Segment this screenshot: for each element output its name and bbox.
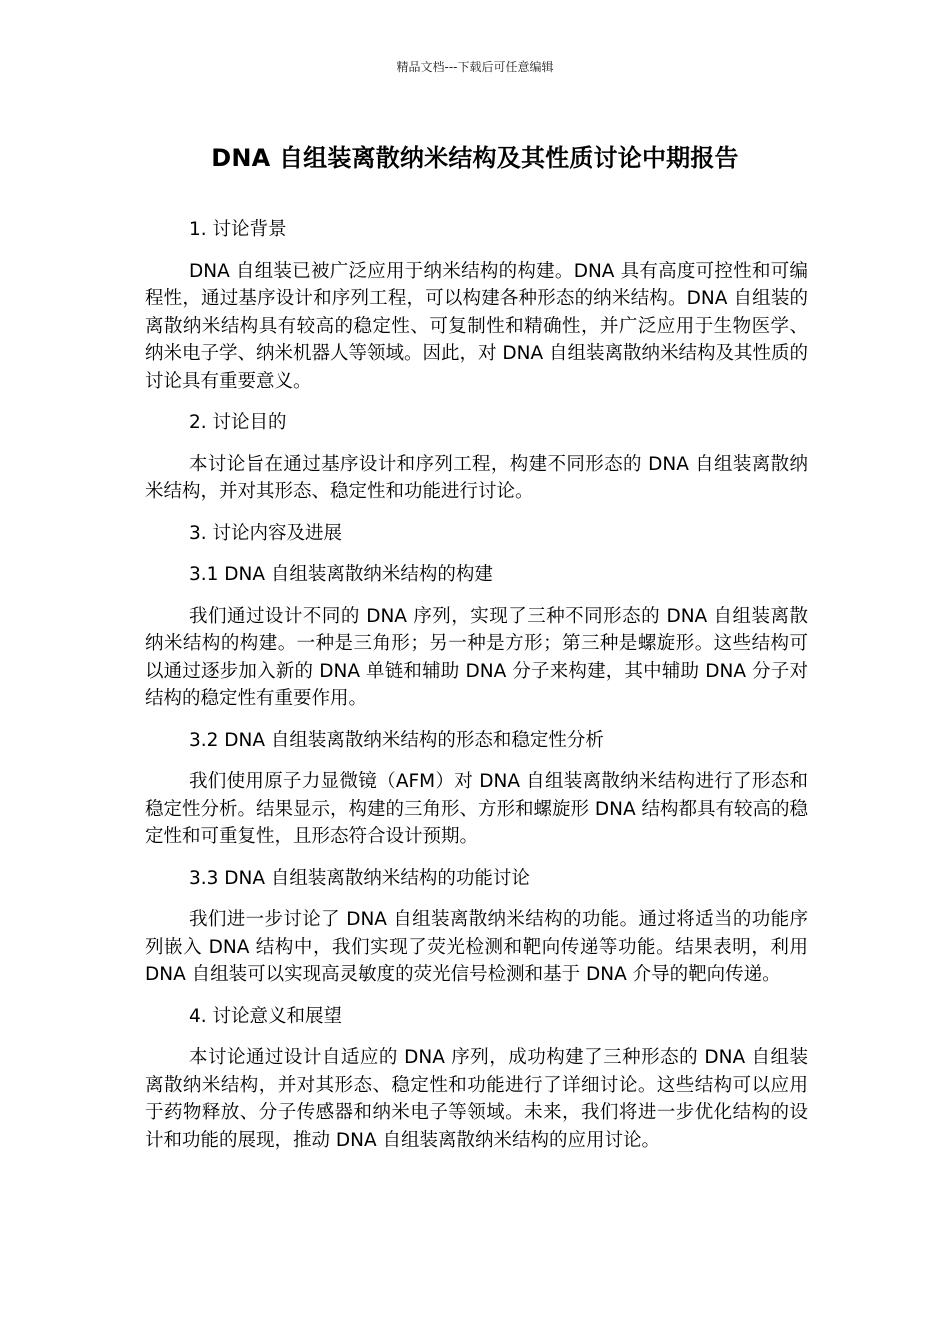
paragraph-background: DNA 自组装已被广泛应用于纳米结构的构建。DNA 具有高度可控性和可编程性，通过基序设计和序列工程，可以构建各种形态的纳米结构。DNA 自组装的离散纳米结构具有较高的稳定性、可复制性和精确性，并广泛应用于生物医学、纳米电子学、纳米机器人等领域。因此，对 DNA 自组装离散纳米结构及其性质的讨论具有重要意义。 <box>145 260 809 392</box>
subsection-heading-construction: 3.1 DNA 自组装离散纳米结构的构建 <box>189 564 493 585</box>
paragraph-purpose: 本讨论旨在通过基序设计和序列工程，构建不同形态的 DNA 自组装离散纳米结构，并对其形态、稳定性和功能进行讨论。 <box>145 453 808 502</box>
subsection-heading-function: 3.3 DNA 自组装离散纳米结构的功能讨论 <box>189 867 530 889</box>
paragraph-morphology: 我们使用原子力显微镜（AFM）对 DNA 自组装离散纳米结构进行了形态和稳定性分析。结果显示，构建的三角形、方形和螺旋形 DNA 结构都具有较高的稳定性和可重复性，且形态符合设计预期。 <box>145 771 809 847</box>
document-body <box>145 216 808 1168</box>
document-title: DNA 自组装离散纳米结构及其性质讨论中期报告 <box>211 144 739 172</box>
paragraph-function: 我们进一步讨论了 DNA 自组装离散纳米结构的功能。通过将适当的功能序列嵌入 DNA 结构中，我们实现了荧光检测和靶向传递等功能。结果表明，利用 DNA 自组装可以实现高灵敏度的荧光信号检测和基于 DNA 介导的靶向传递。 <box>145 909 808 985</box>
section-heading-significance: 4. 讨论意义和展望 <box>189 1005 343 1027</box>
section-heading-content: 3. 讨论内容及进展 <box>189 522 343 544</box>
subsection-heading-morphology: 3.2 DNA 自组装离散纳米结构的形态和稳定性分析 <box>189 729 604 751</box>
paragraph-construction: 我们通过设计不同的 DNA 序列，实现了三种不同形态的 DNA 自组装离散纳米结构的构建。一种是三角形；另一种是方形；第三种是螺旋形。这些结构可以通过逐步加入新的 DNA 单链和辅助 DNA 分子来构建，其中辅助 DNA 分子对结构的稳定性有重要作用。 <box>145 605 808 709</box>
section-heading-background: 1. 讨论背景 <box>189 219 287 240</box>
header-note: 精品文档---下载后可任意编辑 <box>396 60 554 74</box>
section-heading-purpose: 2. 讨论目的 <box>189 412 287 433</box>
paragraph-significance: 本讨论通过设计自适应的 DNA 序列，成功构建了三种形态的 DNA 自组装离散纳米结构，并对其形态、稳定性和功能进行了详细讨论。这些结构可以应用于药物释放、分子传感器和纳米电子等领域。未来，我们将进一步优化结构的设计和功能的展现，推动 DNA 自组装离散纳米结构的应用讨论。 <box>145 1047 808 1151</box>
